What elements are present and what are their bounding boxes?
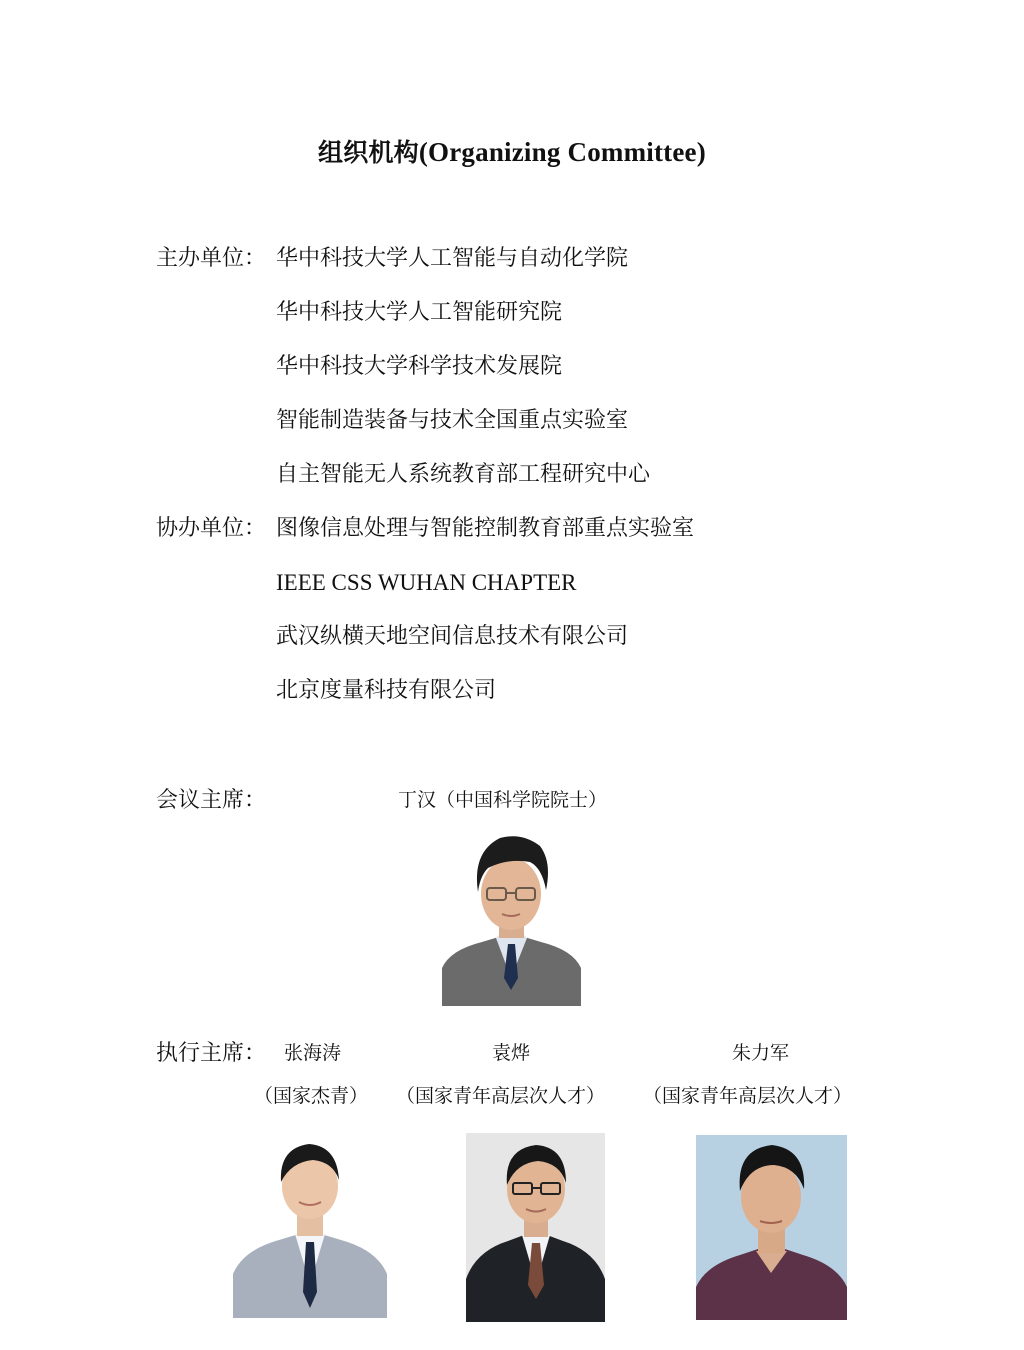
title-en: (Organizing Committee): [418, 137, 706, 167]
co-host-item: 北京度量科技有限公司: [276, 678, 497, 703]
exec-chair-photo: [466, 1133, 605, 1322]
exec-chairs-label: 执行主席：: [156, 1041, 267, 1066]
exec-chair-name: 朱力军: [732, 1042, 790, 1064]
host-item: 华中科技大学人工智能与自动化学院: [276, 246, 629, 271]
exec-chair-photo: [233, 1134, 387, 1318]
co-hosts-label: 协办单位：: [156, 516, 267, 541]
host-item: 智能制造装备与技术全国重点实验室: [276, 408, 629, 433]
chair-label: 会议主席：: [156, 788, 267, 813]
co-host-item: IEEE CSS WUHAN CHAPTER: [276, 570, 577, 595]
hosts-label: 主办单位：: [156, 246, 267, 271]
exec-chair-name: 袁烨: [492, 1042, 531, 1064]
page-title: [0, 133, 1024, 169]
chair-photo: [442, 828, 581, 1006]
host-item: 华中科技大学人工智能研究院: [276, 300, 563, 325]
exec-chair-title: （国家杰青）: [254, 1085, 369, 1107]
host-item: 自主智能无人系统教育部工程研究中心: [276, 462, 651, 487]
exec-chair-name: 张海涛: [284, 1042, 342, 1064]
exec-chair-photo: [696, 1135, 847, 1320]
co-host-item: 图像信息处理与智能控制教育部重点实验室: [276, 516, 695, 541]
title-cn: 组织机构: [318, 138, 419, 167]
exec-chair-title: （国家青年高层次人才）: [643, 1085, 853, 1107]
exec-chair-title: （国家青年高层次人才）: [396, 1085, 606, 1107]
host-item: 华中科技大学科学技术发展院: [276, 354, 563, 379]
chair-name: 丁汉（中国科学院院士）: [398, 789, 608, 811]
co-host-item: 武汉纵横天地空间信息技术有限公司: [276, 624, 629, 649]
